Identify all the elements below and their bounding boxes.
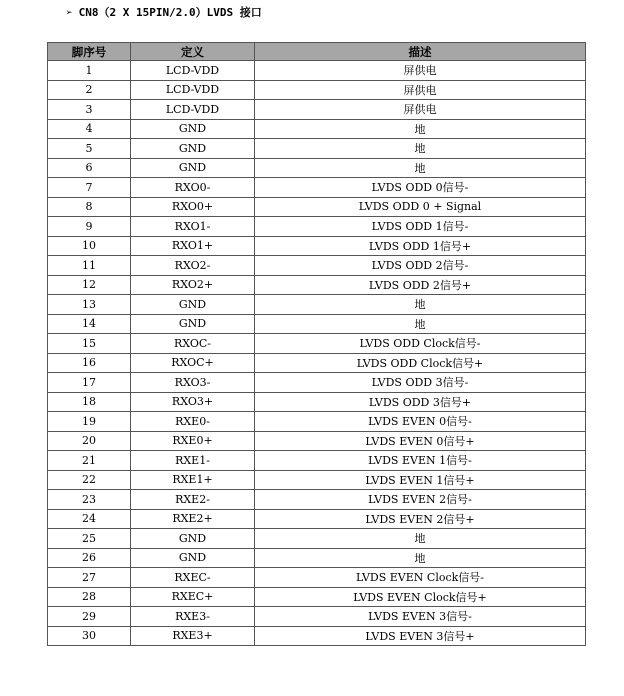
cell-definition: LCD-VDD xyxy=(131,80,255,100)
cell-description: LVDS EVEN 0信号- xyxy=(255,412,586,432)
cell-description: LVDS EVEN 0信号+ xyxy=(255,431,586,451)
cell-description: LVDS EVEN Clock信号+ xyxy=(255,587,586,607)
cell-pin-number: 23 xyxy=(48,490,131,510)
cell-pin-number: 29 xyxy=(48,607,131,627)
cell-description: LVDS EVEN Clock信号- xyxy=(255,568,586,588)
cell-description: 地 xyxy=(255,158,586,178)
cell-definition: RXE3+ xyxy=(131,626,255,646)
cell-pin-number: 18 xyxy=(48,392,131,412)
cell-description: LVDS EVEN 2信号- xyxy=(255,490,586,510)
cell-pin-number: 24 xyxy=(48,509,131,529)
cell-definition: RXO0- xyxy=(131,178,255,198)
cell-definition: RXO1+ xyxy=(131,236,255,256)
section-heading-text: CN8（2 X 15PIN/2.0）LVDS 接口 xyxy=(78,6,262,19)
table-row xyxy=(48,80,586,100)
table-row xyxy=(48,139,586,159)
cell-pin-number: 15 xyxy=(48,334,131,354)
table-row xyxy=(48,236,586,256)
cell-description: LVDS ODD 2信号- xyxy=(255,256,586,276)
cell-description: 屏供电 xyxy=(255,100,586,120)
table-row xyxy=(48,451,586,471)
table-row xyxy=(48,334,586,354)
table-row xyxy=(48,61,586,81)
cell-description: LVDS ODD Clock信号+ xyxy=(255,353,586,373)
cell-description: 地 xyxy=(255,295,586,315)
cell-pin-number: 30 xyxy=(48,626,131,646)
cell-pin-number: 26 xyxy=(48,548,131,568)
cell-description: 屏供电 xyxy=(255,61,586,81)
cell-definition: RXE0- xyxy=(131,412,255,432)
cell-pin-number: 5 xyxy=(48,139,131,159)
table-row xyxy=(48,314,586,334)
table-row xyxy=(48,275,586,295)
cell-definition: RXE0+ xyxy=(131,431,255,451)
cell-definition: RXE3- xyxy=(131,607,255,627)
cell-description: 地 xyxy=(255,529,586,549)
cell-pin-number: 1 xyxy=(48,61,131,81)
cell-pin-number: 8 xyxy=(48,197,131,217)
cell-definition: RXE2+ xyxy=(131,509,255,529)
cell-pin-number: 6 xyxy=(48,158,131,178)
pin-definition-table xyxy=(47,42,586,646)
cell-description: LVDS EVEN 2信号+ xyxy=(255,509,586,529)
cell-definition: RXO2- xyxy=(131,256,255,276)
cell-definition: GND xyxy=(131,295,255,315)
cell-definition: RXE2- xyxy=(131,490,255,510)
bullet-arrow-icon: ➢ xyxy=(66,6,73,19)
cell-description: LVDS ODD 3信号- xyxy=(255,373,586,393)
cell-pin-number: 11 xyxy=(48,256,131,276)
cell-definition: RXO0+ xyxy=(131,197,255,217)
column-header-pin: 脚序号 xyxy=(48,43,131,61)
table-row xyxy=(48,607,586,627)
cell-pin-number: 9 xyxy=(48,217,131,237)
cell-definition: LCD-VDD xyxy=(131,100,255,120)
cell-definition: RXEC+ xyxy=(131,587,255,607)
table-row xyxy=(48,548,586,568)
cell-definition: RXO3- xyxy=(131,373,255,393)
cell-description: LVDS ODD 2信号+ xyxy=(255,275,586,295)
cell-description: 地 xyxy=(255,119,586,139)
cell-definition: RXO3+ xyxy=(131,392,255,412)
cell-pin-number: 19 xyxy=(48,412,131,432)
cell-description: LVDS ODD Clock信号- xyxy=(255,334,586,354)
cell-description: LVDS ODD 3信号+ xyxy=(255,392,586,412)
column-header-definition: 定义 xyxy=(131,43,255,61)
table-body xyxy=(48,61,586,646)
cell-definition: RXE1+ xyxy=(131,470,255,490)
table-row xyxy=(48,412,586,432)
cell-pin-number: 17 xyxy=(48,373,131,393)
table-row xyxy=(48,353,586,373)
cell-definition: GND xyxy=(131,529,255,549)
cell-definition: RXO1- xyxy=(131,217,255,237)
cell-pin-number: 3 xyxy=(48,100,131,120)
table-row xyxy=(48,197,586,217)
cell-pin-number: 25 xyxy=(48,529,131,549)
cell-pin-number: 4 xyxy=(48,119,131,139)
table-row xyxy=(48,158,586,178)
column-header-description: 描述 xyxy=(255,43,586,61)
table-row xyxy=(48,626,586,646)
cell-pin-number: 2 xyxy=(48,80,131,100)
table-row xyxy=(48,392,586,412)
table-row xyxy=(48,119,586,139)
cell-description: 地 xyxy=(255,548,586,568)
cell-description: LVDS EVEN 1信号+ xyxy=(255,470,586,490)
cell-pin-number: 7 xyxy=(48,178,131,198)
cell-pin-number: 13 xyxy=(48,295,131,315)
table-header xyxy=(48,43,586,61)
cell-definition: GND xyxy=(131,314,255,334)
table-row xyxy=(48,529,586,549)
table-row xyxy=(48,373,586,393)
cell-description: LVDS ODD 1信号+ xyxy=(255,236,586,256)
table-row xyxy=(48,295,586,315)
cell-definition: RXOC- xyxy=(131,334,255,354)
cell-pin-number: 28 xyxy=(48,587,131,607)
table-row xyxy=(48,470,586,490)
table-row xyxy=(48,490,586,510)
cell-pin-number: 10 xyxy=(48,236,131,256)
table-row xyxy=(48,431,586,451)
table-row xyxy=(48,568,586,588)
cell-description: 屏供电 xyxy=(255,80,586,100)
table-row xyxy=(48,100,586,120)
cell-description: LVDS EVEN 3信号+ xyxy=(255,626,586,646)
table-row xyxy=(48,587,586,607)
cell-description: 地 xyxy=(255,314,586,334)
cell-definition: RXOC+ xyxy=(131,353,255,373)
table-row xyxy=(48,509,586,529)
cell-description: LVDS EVEN 3信号- xyxy=(255,607,586,627)
cell-pin-number: 27 xyxy=(48,568,131,588)
cell-description: 地 xyxy=(255,139,586,159)
table-row xyxy=(48,256,586,276)
cell-description: LVDS ODD 1信号- xyxy=(255,217,586,237)
cell-pin-number: 22 xyxy=(48,470,131,490)
cell-pin-number: 20 xyxy=(48,431,131,451)
cell-definition: GND xyxy=(131,139,255,159)
cell-definition: GND xyxy=(131,158,255,178)
cell-definition: GND xyxy=(131,119,255,139)
cell-description: LVDS EVEN 1信号- xyxy=(255,451,586,471)
cell-pin-number: 16 xyxy=(48,353,131,373)
section-heading xyxy=(66,4,262,22)
cell-description: LVDS ODD 0信号- xyxy=(255,178,586,198)
cell-definition: RXE1- xyxy=(131,451,255,471)
cell-pin-number: 21 xyxy=(48,451,131,471)
cell-pin-number: 12 xyxy=(48,275,131,295)
cell-definition: RXEC- xyxy=(131,568,255,588)
table-row xyxy=(48,217,586,237)
cell-definition: RXO2+ xyxy=(131,275,255,295)
cell-definition: GND xyxy=(131,548,255,568)
cell-definition: LCD-VDD xyxy=(131,61,255,81)
table-row xyxy=(48,178,586,198)
table-header-row xyxy=(48,43,586,61)
cell-pin-number: 14 xyxy=(48,314,131,334)
cell-description: LVDS ODD 0 + Signal xyxy=(255,197,586,217)
